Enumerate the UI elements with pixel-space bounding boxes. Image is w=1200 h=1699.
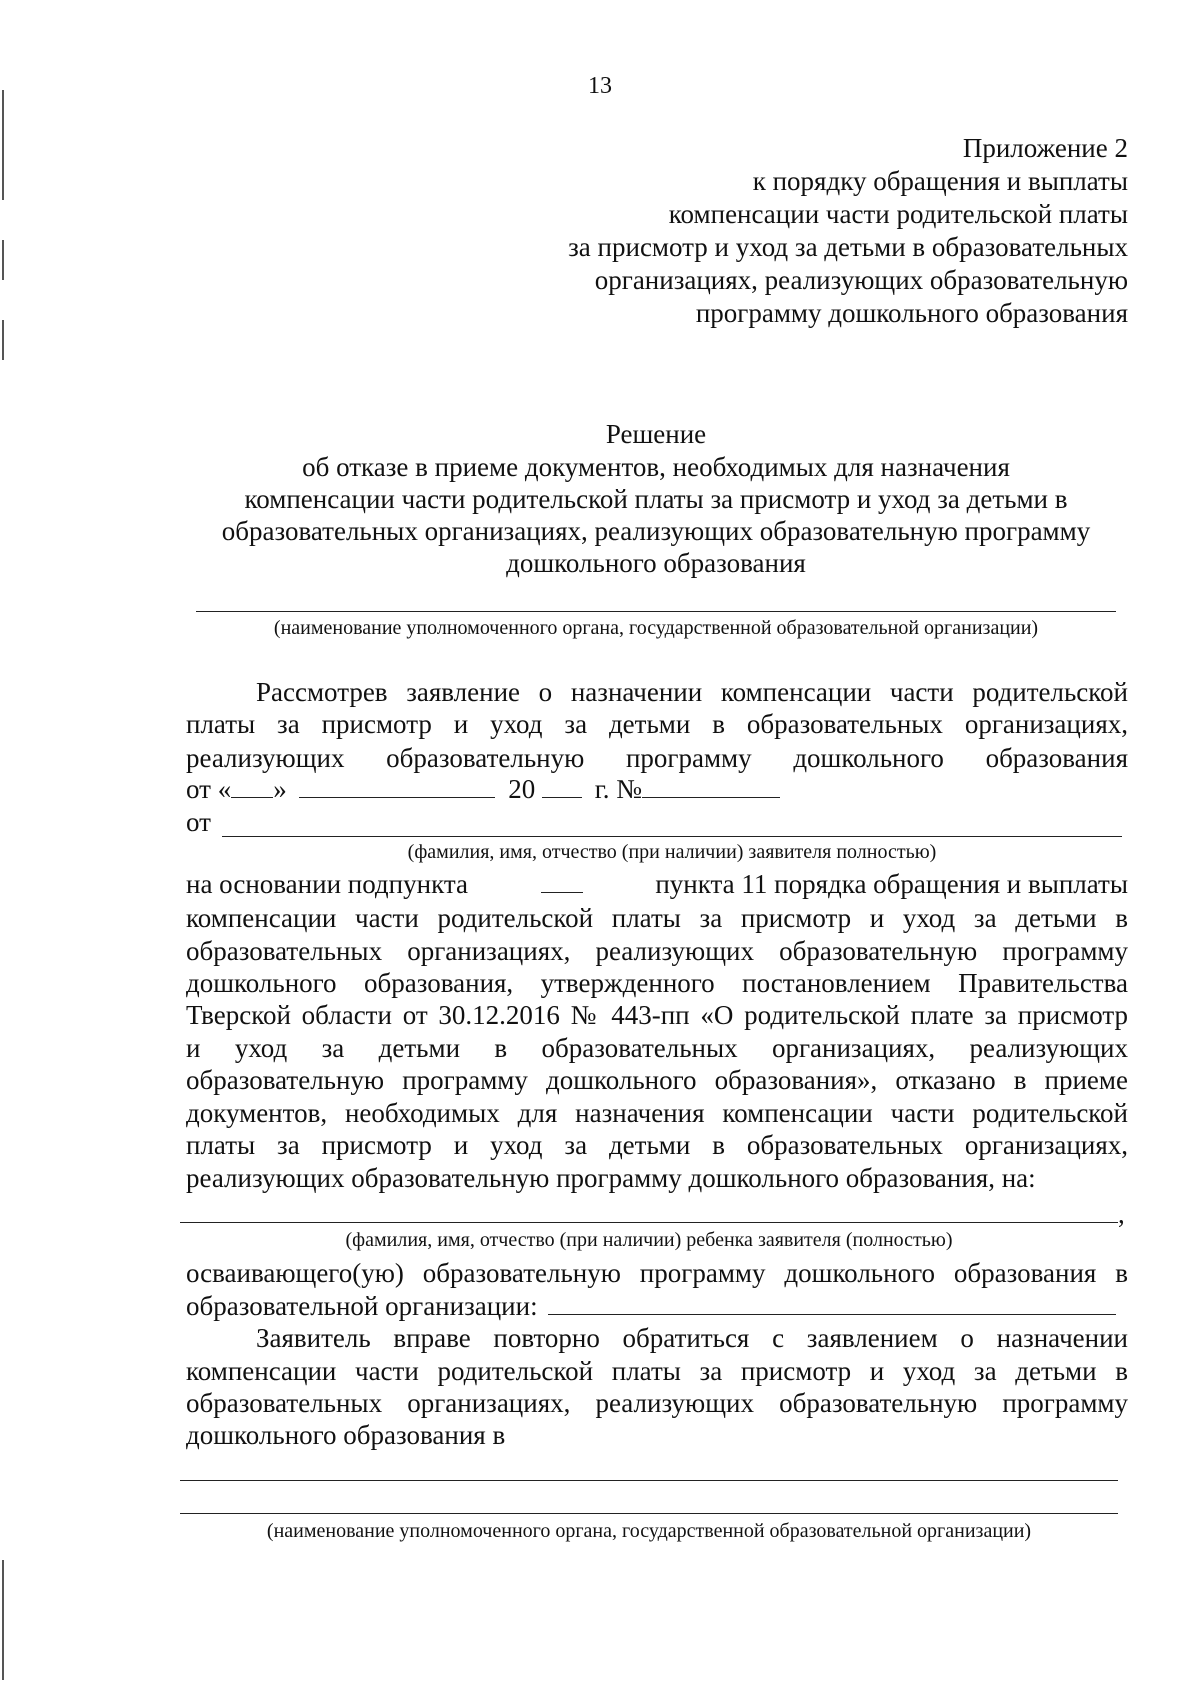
document-subtitle-line: дошкольного образования <box>506 548 806 578</box>
date-line <box>186 773 780 805</box>
year-blank[interactable] <box>542 773 582 798</box>
para1-line: платы за присмотр и уход за детьми в образовательных организациях, <box>186 709 1128 739</box>
appendix-line: за присмотр и уход за детьми в образовательных <box>568 232 1128 262</box>
para2-last-line: реализующих образовательную программу дошкольного образования, на: <box>186 1163 1036 1193</box>
month-blank[interactable] <box>299 773 495 798</box>
child-blank-line[interactable] <box>180 1222 1118 1223</box>
authority-blank-line[interactable] <box>196 611 1116 612</box>
bottom-authority-blank-line-2[interactable] <box>180 1513 1118 1514</box>
from-label: от <box>186 807 211 837</box>
date-number-label: г. № <box>594 774 642 804</box>
para2-first-line <box>186 868 1128 900</box>
para4-line: Заявитель вправе повторно обратиться с заявлением о назначении <box>256 1323 1128 1353</box>
appendix-line: компенсации части родительской платы <box>668 199 1128 229</box>
para3-line: осваивающего(ую) образовательную программу дошкольного образования в <box>186 1258 1128 1288</box>
document-heading: Решение <box>605 419 707 449</box>
appendix-line: организациях, реализующих образовательную <box>594 265 1128 295</box>
para2-line: дошкольного образования, утвержденного постановлением Правительства <box>186 968 1128 998</box>
scan-edge-mark <box>2 320 4 360</box>
date-year: 20 <box>508 774 536 804</box>
page-number: 13 <box>588 73 612 99</box>
child-blank-comma: , <box>1118 1199 1125 1229</box>
para4-line: компенсации части родительской платы за присмотр и уход за детьми в <box>186 1356 1128 1386</box>
para4-last-line: дошкольного образования в <box>186 1420 506 1450</box>
document-subtitle-line: компенсации части родительской платы за присмотр и уход за детьми в <box>244 484 1068 514</box>
bottom-authority-caption: (наименование уполномоченного органа, государственной образовательной организации) <box>266 1520 1032 1542</box>
organization-blank[interactable] <box>548 1290 1116 1315</box>
para2-line: и уход за детьми в образовательных организациях, реализующих <box>186 1033 1128 1063</box>
para2-line: документов, необходимых для назначения компенсации части родительской <box>186 1098 1128 1128</box>
para2-first-line-b: пункта 11 порядка обращения и выплаты <box>655 869 1128 899</box>
applicant-blank-line[interactable] <box>222 836 1122 837</box>
para2-line: образовательных организациях, реализующих образовательную программу <box>186 936 1128 966</box>
appendix-line: программу дошкольного образования <box>695 298 1128 328</box>
date-prefix: от « <box>186 774 232 804</box>
document-subtitle-line: об отказе в приеме документов, необходимых для назначения <box>302 452 1010 482</box>
appendix-line: Приложение 2 <box>962 133 1128 163</box>
para3-line2 <box>186 1290 1116 1322</box>
appendix-line: к порядку обращения и выплаты <box>752 166 1128 196</box>
para3-label: образовательной организации: <box>186 1291 538 1321</box>
para1-line: реализующих образовательную программу дошкольного образования <box>186 743 1128 773</box>
para2-line: компенсации части родительской платы за присмотр и уход за детьми в <box>186 903 1128 933</box>
para2-first-line-a: на основании подпункта <box>186 869 468 899</box>
scan-edge-mark <box>2 1560 4 1680</box>
number-blank[interactable] <box>642 773 780 798</box>
para2-line: образовательную программу дошкольного образования», отказано в приеме <box>186 1065 1128 1095</box>
applicant-caption: (фамилия, имя, отчество (при наличии) заявителя полностью) <box>407 841 937 863</box>
date-quote-close: » <box>273 774 287 804</box>
para4-line: образовательных организациях, реализующих образовательную программу <box>186 1388 1128 1418</box>
day-blank[interactable] <box>231 773 273 798</box>
para2-line: платы за присмотр и уход за детьми в образовательных организациях, <box>186 1130 1128 1160</box>
subpoint-blank[interactable] <box>541 868 583 893</box>
scan-edge-mark <box>2 90 4 200</box>
child-caption: (фамилия, имя, отчество (при наличии) ребенка заявителя (полностью) <box>345 1229 953 1251</box>
scan-edge-mark <box>2 240 4 280</box>
bottom-authority-blank-line-1[interactable] <box>180 1480 1118 1481</box>
para1-line: Рассмотрев заявление о назначении компенсации части родительской <box>256 677 1128 707</box>
authority-caption: (наименование уполномоченного органа, государственной образовательной организации) <box>273 617 1039 639</box>
para2-line: Тверской области от 30.12.2016 № 443-пп «О родительской плате за присмотр <box>186 1000 1128 1030</box>
document-subtitle-line: образовательных организациях, реализующих образовательную программу <box>221 516 1091 546</box>
